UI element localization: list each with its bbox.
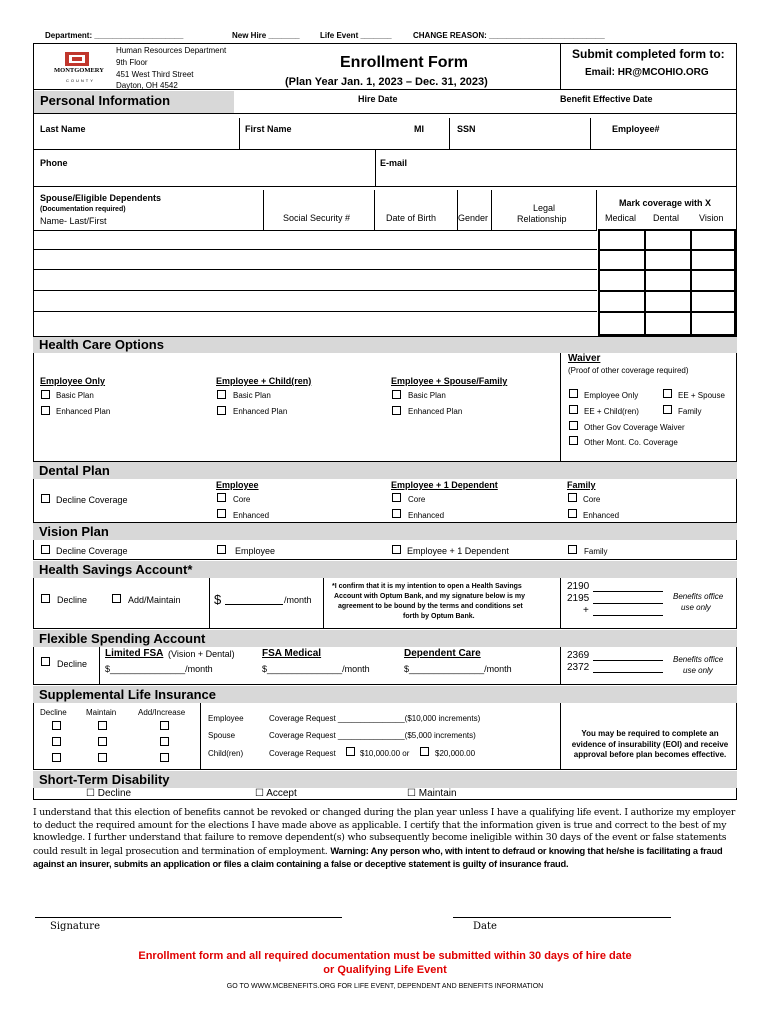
health-spouse-enhanced-checkbox[interactable] — [392, 406, 401, 415]
std-heading: Short-Term Disability — [33, 771, 737, 788]
life-heading: Supplemental Life Insurance — [33, 686, 737, 703]
hsa-code3-line — [593, 615, 663, 616]
dental-section — [33, 479, 737, 523]
change-reason-field[interactable]: CHANGE REASON: __________________________ — [413, 31, 605, 40]
fsa-limited: Limited FSA — [105, 648, 164, 659]
dep-line — [34, 249, 597, 250]
fsa-dependent: Dependent Care — [404, 648, 481, 659]
fsa-office2: use only — [683, 666, 713, 675]
vision-heading: Vision Plan — [33, 523, 737, 540]
div1 — [239, 118, 240, 150]
health-spouse-enhanced-label: Enhanced Plan — [408, 407, 463, 416]
mark-coverage: Mark coverage with X — [619, 198, 712, 208]
waiver-ee-spouse-label: EE + Spouse — [678, 391, 725, 400]
plan-year: (Plan Year Jan. 1, 2023 – Dec. 31, 2023) — [285, 76, 488, 88]
dob-col: Date of Birth — [386, 213, 437, 223]
vision-decline-checkbox[interactable] — [41, 545, 50, 554]
waiver-other-gov-label: Other Gov Coverage Waiver — [584, 423, 685, 432]
name-col: Name- Last/First — [40, 216, 107, 226]
waiver-ee-child-checkbox[interactable] — [569, 405, 578, 414]
vision-family-checkbox[interactable] — [568, 545, 577, 554]
dental-emp-dep: Employee + 1 Dependent — [391, 480, 498, 490]
life-decline-col: Decline — [40, 708, 67, 717]
vision-emp-dep-checkbox[interactable] — [392, 545, 401, 554]
life-emp-maintain-checkbox[interactable] — [98, 721, 107, 730]
div3 — [590, 118, 591, 150]
fsa-dependent-amt[interactable]: $_______________/month — [404, 664, 512, 674]
dental-fam-core-checkbox[interactable] — [568, 493, 577, 502]
cg-v2 — [690, 229, 692, 336]
health-child-basic-label: Basic Plan — [233, 391, 271, 400]
doc-required: (Documentation required) — [40, 206, 126, 213]
submit-email: Email: HR@MCOHIO.ORG — [585, 67, 709, 78]
rel-col2: Relationship — [517, 214, 567, 224]
waiver-other-mont-label: Other Mont. Co. Coverage — [584, 438, 678, 447]
hsa-decline-checkbox[interactable] — [41, 594, 50, 603]
medical-col: Medical — [605, 213, 637, 223]
hsa-amount-line[interactable] — [225, 604, 283, 605]
phone-row[interactable] — [33, 150, 737, 187]
vision-employee-checkbox[interactable] — [217, 545, 226, 554]
last-name-label: Last Name — [40, 124, 86, 134]
vision-emp-dep-label: Employee + 1 Dependent — [407, 546, 509, 556]
hsa-office2: use only — [681, 603, 711, 612]
life-spouse: Spouse — [208, 731, 236, 740]
dep-line — [34, 269, 597, 270]
health-heading: Health Care Options — [33, 337, 737, 353]
health-child-enhanced-checkbox[interactable] — [217, 406, 226, 415]
fsa-code2-line — [593, 672, 663, 673]
life-req1[interactable]: Coverage Request _______________($10,000 increments) — [269, 714, 481, 723]
address-line4: Dayton, OH 4542 — [116, 81, 178, 90]
dental-emp-core-label: Core — [233, 495, 251, 504]
life-child: Child(ren) — [208, 749, 244, 758]
hsa-add-checkbox[interactable] — [112, 594, 121, 603]
health-child-basic-checkbox[interactable] — [217, 390, 226, 399]
waiver-ee-spouse-checkbox[interactable] — [663, 389, 672, 398]
vision-section — [33, 540, 737, 560]
dental-fam-core-label: Core — [583, 495, 601, 504]
hsa-div2 — [323, 578, 324, 629]
dental-decline-checkbox[interactable] — [41, 494, 50, 503]
submit-label: Submit completed form to: — [572, 47, 725, 61]
fsa-medical: FSA Medical — [262, 648, 322, 659]
dv3 — [457, 190, 458, 230]
life-req3: Coverage Request — [269, 749, 336, 758]
fsa-code1-line — [593, 660, 663, 661]
health-spouse-basic-label: Basic Plan — [408, 391, 446, 400]
vision-col: Vision — [699, 213, 724, 223]
email-label: E-mail — [380, 158, 408, 168]
waiver-ee-child-label: EE + Child(ren) — [584, 407, 639, 416]
life-ch-maintain-checkbox[interactable] — [98, 753, 107, 762]
waiver-emp-only-label: Employee Only — [584, 391, 639, 400]
health-emp-enhanced-label: Enhanced Plan — [56, 407, 111, 416]
dependents-heading: Spouse/Eligible Dependents — [40, 193, 162, 203]
dental-col: Dental — [653, 213, 680, 223]
hire-date-label: Hire Date — [358, 94, 398, 104]
health-div — [560, 353, 561, 462]
ssn-label: SSN — [457, 124, 476, 134]
hsa-confirm3: agreement to be bound by the terms and conditions set — [338, 603, 523, 610]
life-div2 — [560, 703, 561, 770]
personal-heading: Personal Information — [40, 93, 171, 108]
fsa-office1: Benefits office — [673, 655, 724, 664]
signature-line[interactable] — [35, 917, 342, 918]
dental-fam-enh-checkbox[interactable] — [568, 509, 577, 518]
dep-line — [34, 290, 597, 291]
std-maintain[interactable]: ☐ Maintain — [407, 788, 457, 799]
cg-h4 — [598, 311, 736, 313]
vision-employee-label: Employee — [235, 546, 276, 556]
hsa-dollar: $ — [214, 592, 222, 607]
department-field[interactable]: Department: ____________________ — [45, 31, 184, 40]
hsa-code1-line — [593, 591, 663, 592]
waiver-family-label: Family — [678, 407, 702, 416]
hsa-add-label: Add/Maintain — [128, 595, 181, 605]
fsa-div2 — [560, 647, 561, 685]
health-emp-enhanced-checkbox[interactable] — [41, 406, 50, 415]
dental-decline-label: Decline Coverage — [56, 495, 128, 505]
fsa-limited-amt[interactable]: $_______________/month — [105, 664, 213, 674]
waiver-heading: Waiver — [568, 353, 601, 364]
std-accept[interactable]: ☐ Accept — [255, 788, 297, 799]
hsa-month: /month — [284, 595, 312, 605]
deadline-notice-2: or Qualifying Life Event — [323, 964, 447, 976]
waiver-note: (Proof of other coverage required) — [568, 366, 689, 375]
logo-text-top: MONTGOMERY — [54, 67, 104, 74]
legal-warning: Warning: Any person who, with intent to defraud or knowing that he/she is facilitating a fraud against an insurer, submits an application or files a claim containing a false or deceptive statement is guilty of insurance fraud. — [33, 845, 723, 869]
address-line2: 9th Floor — [116, 58, 148, 67]
life-sp-add-checkbox[interactable] — [160, 737, 169, 746]
hsa-office1: Benefits office — [673, 592, 724, 601]
dental-dep-enh-label: Enhanced — [408, 511, 445, 520]
life-add-col: Add/Increase — [138, 708, 186, 717]
life-req2[interactable]: Coverage Request _______________($5,000 increments) — [269, 731, 476, 740]
hsa-confirm2: Account with Optum Bank, and my signature below is my — [334, 593, 525, 600]
life-event-field[interactable]: Life Event _______ — [320, 31, 392, 40]
hsa-decline-label: Decline — [57, 595, 88, 605]
hsa-code1: 2190 — [567, 581, 590, 592]
life-20k-label: $20,000.00 — [435, 749, 476, 758]
fsa-decline-checkbox[interactable] — [41, 657, 50, 666]
vision-decline-label: Decline Coverage — [56, 546, 128, 556]
dep-line — [34, 311, 597, 312]
fsa-heading: Flexible Spending Account — [33, 630, 737, 647]
date-label: Date — [473, 921, 497, 932]
county-logo — [52, 50, 102, 88]
fsa-decline-label: Decline — [57, 659, 88, 669]
waiver-other-gov-checkbox[interactable] — [569, 421, 578, 430]
waiver-family-checkbox[interactable] — [663, 405, 672, 414]
deadline-notice-1: Enrollment form and all required documentation must be submitted within 30 days of hire date — [138, 950, 632, 962]
hsa-confirm1: *I confirm that it is my intention to open a Health Savings — [332, 583, 522, 590]
hsa-code3: + — [583, 605, 589, 616]
dental-fam-enh-label: Enhanced — [583, 511, 620, 520]
website-link[interactable]: GO TO WWW.MCBENEFITS.ORG FOR LIFE EVENT, DEPENDENT AND BENEFITS INFORMATION — [226, 983, 544, 990]
div4 — [375, 150, 376, 187]
first-name-label: First Name — [245, 124, 292, 134]
hsa-code2-line — [593, 603, 663, 604]
rel-col1: Legal — [533, 203, 556, 213]
address-line3: 451 West Third Street — [116, 70, 194, 79]
header-divider — [560, 43, 561, 90]
hsa-confirm4: forth by Optum Bank. — [403, 613, 475, 620]
health-child-enhanced-label: Enhanced Plan — [233, 407, 288, 416]
waiver-emp-only-checkbox[interactable] — [569, 389, 578, 398]
signature-label: Signature — [50, 921, 101, 932]
life-eoi-note: You may be required to complete an evidence of insurability (EOI) and receive approval before plan becomes effective. — [571, 729, 729, 759]
dental-dep-core-label: Core — [408, 495, 426, 504]
life-sp-decline-checkbox[interactable] — [52, 737, 61, 746]
std-decline[interactable]: ☐ Decline — [86, 788, 132, 799]
cg-h2 — [598, 269, 736, 271]
hsa-div1 — [209, 578, 210, 629]
div2 — [449, 118, 450, 150]
dv4 — [491, 190, 492, 230]
dental-emp-enh-checkbox[interactable] — [217, 509, 226, 518]
coverage-grid[interactable] — [598, 229, 736, 336]
health-emp-spouse: Employee + Spouse/Family — [391, 376, 508, 386]
health-emp-only: Employee Only — [40, 376, 106, 386]
dental-emp-enh-label: Enhanced — [233, 511, 270, 520]
dep-line — [34, 230, 597, 231]
health-emp-child: Employee + Child(ren) — [216, 376, 312, 386]
legal-paragraph: I understand that this election of benefits cannot be revoked or changed during the plan year unless I have a qualifying life event. I authorize my employer to deduct the required amount for the elections I have made above as applicable. I certify that the information given is true and correct to the best of my knowledge. I further understand that failure to remove dependent(s) who subsequently become ineligible within 30 days of the event or false statements could result in legal prosecution and termination of employment. — [33, 807, 736, 857]
cg-v1 — [644, 229, 646, 336]
form-title: Enrollment Form — [340, 54, 469, 71]
life-10k-checkbox[interactable] — [346, 747, 355, 756]
dv2 — [374, 190, 375, 230]
fsa-medical-amt[interactable]: $_______________/month — [262, 664, 370, 674]
address-line1: Human Resources Department — [116, 46, 227, 55]
dental-emp-core-checkbox[interactable] — [217, 493, 226, 502]
dental-dep-enh-checkbox[interactable] — [392, 509, 401, 518]
fsa-code1: 2369 — [567, 650, 590, 661]
fsa-code2: 2372 — [567, 662, 590, 673]
new-hire-field[interactable]: New Hire _______ — [232, 31, 300, 40]
legal-text — [33, 807, 737, 872]
hsa-heading: Health Savings Account* — [33, 561, 737, 578]
life-ch-add-checkbox[interactable] — [160, 753, 169, 762]
vision-family-label: Family — [584, 547, 608, 556]
life-employee: Employee — [208, 714, 244, 723]
logo-text-bottom: COUNTY — [66, 78, 95, 83]
life-maintain-col: Maintain — [86, 708, 117, 717]
life-ch-decline-checkbox[interactable] — [52, 753, 61, 762]
std-section — [33, 788, 737, 800]
dv5 — [596, 190, 597, 230]
mi-label: MI — [414, 124, 424, 134]
health-spouse-basic-checkbox[interactable] — [392, 390, 401, 399]
health-emp-basic-label: Basic Plan — [56, 391, 94, 400]
life-10k-label: $10,000.00 or — [360, 749, 410, 758]
life-sp-maintain-checkbox[interactable] — [98, 737, 107, 746]
hsa-code2: 2195 — [567, 593, 590, 604]
dental-employee: Employee — [216, 480, 259, 490]
life-20k-checkbox[interactable] — [420, 747, 429, 756]
dental-dep-core-checkbox[interactable] — [392, 493, 401, 502]
dv1 — [263, 190, 264, 230]
fsa-div1 — [99, 647, 100, 685]
life-div1 — [200, 703, 201, 770]
waiver-other-mont-checkbox[interactable] — [569, 436, 578, 445]
ssn-col: Social Security # — [283, 213, 351, 223]
benefit-effective-label: Benefit Effective Date — [560, 94, 653, 104]
date-line[interactable] — [453, 917, 671, 918]
hsa-div3 — [560, 578, 561, 629]
cg-h3 — [598, 290, 736, 292]
life-emp-decline-checkbox[interactable] — [52, 721, 61, 730]
gender-col: Gender — [458, 213, 489, 223]
life-emp-add-checkbox[interactable] — [160, 721, 169, 730]
employee-no-label: Employee# — [612, 124, 660, 134]
phone-label: Phone — [40, 158, 68, 168]
dental-family: Family — [567, 480, 596, 490]
cg-h1 — [598, 249, 736, 251]
dental-heading: Dental Plan — [33, 462, 737, 479]
health-emp-basic-checkbox[interactable] — [41, 390, 50, 399]
fsa-limited-note: (Vision + Dental) — [168, 649, 235, 659]
